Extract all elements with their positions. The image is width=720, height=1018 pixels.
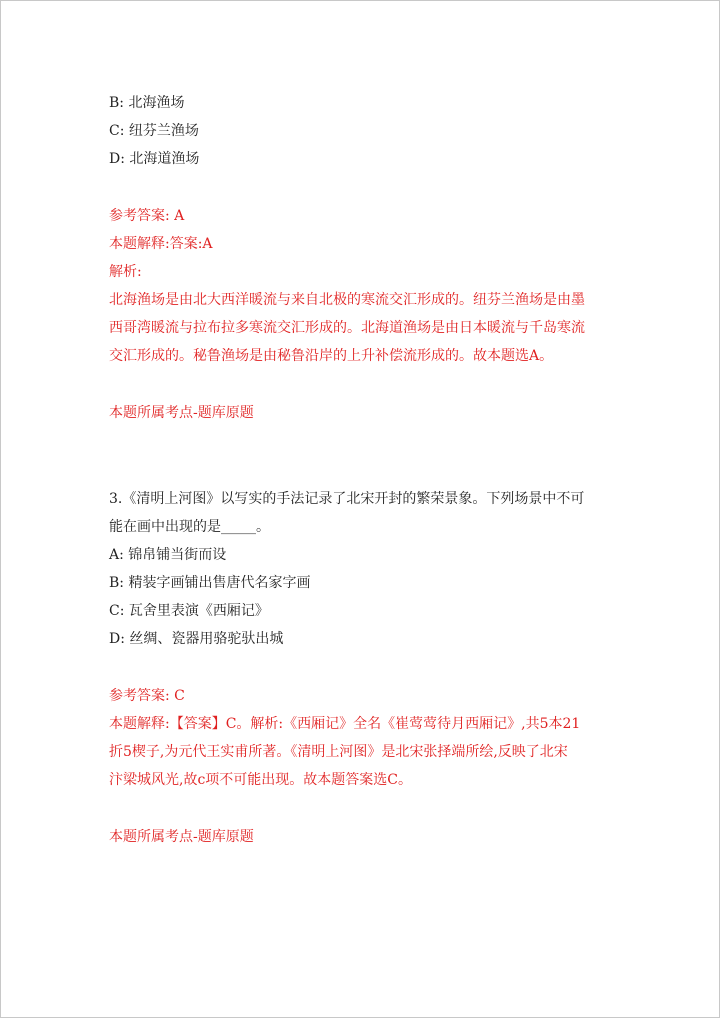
q2-source: 本题所属考点-题库原题 <box>109 405 254 421</box>
q3-option-d: D: 丝绸、瓷器用骆驼驮出城 <box>109 631 284 647</box>
q3-option-b: B: 精装字画铺出售唐代名家字画 <box>109 575 311 591</box>
q2-analysis-line-1: 北海渔场是由北大西洋暖流与来自北极的寒流交汇形成的。纽芬兰渔场是由墨 <box>109 292 585 308</box>
q3-option-c: C: 瓦舍里表演《西厢记》 <box>109 603 269 619</box>
q2-analysis-line-3: 交汇形成的。秘鲁渔场是由秘鲁沿岸的上升补偿流形成的。故本题选A。 <box>109 348 554 364</box>
q2-answer: 参考答案: A <box>109 208 185 224</box>
q2-option-c: C: 纽芬兰渔场 <box>109 123 199 139</box>
q3-explanation-line-1: 本题解释:【答案】C。解析:《西厢记》全名《崔莺莺待月西厢记》,共5本21 <box>109 716 581 732</box>
q2-option-d: D: 北海道渔场 <box>109 151 200 167</box>
q2-analysis-line-2: 西哥湾暖流与拉布拉多寒流交汇形成的。北海道渔场是由日本暖流与千岛寒流 <box>109 320 585 336</box>
q2-explanation: 本题解释:答案:A <box>109 236 213 252</box>
q3-question-line-2: 能在画中出现的是_____。 <box>109 519 270 535</box>
q2-analysis-label: 解析: <box>109 264 142 280</box>
q3-source: 本题所属考点-题库原题 <box>109 829 254 845</box>
q3-option-a: A: 锦帛铺当街而设 <box>109 547 227 563</box>
q3-explanation-line-3: 汴梁城风光,故c项不可能出现。故本题答案选C。 <box>109 772 413 788</box>
q3-answer: 参考答案: C <box>109 688 185 704</box>
q3-explanation-line-2: 折5楔子,为元代王实甫所著。《清明上河图》是北宋张择端所绘,反映了北宋 <box>109 744 568 760</box>
q3-question-line-1: 3.《清明上河图》以写实的手法记录了北宋开封的繁荣景象。下列场景中不可 <box>109 491 585 507</box>
q2-option-b: B: 北海渔场 <box>109 95 185 111</box>
